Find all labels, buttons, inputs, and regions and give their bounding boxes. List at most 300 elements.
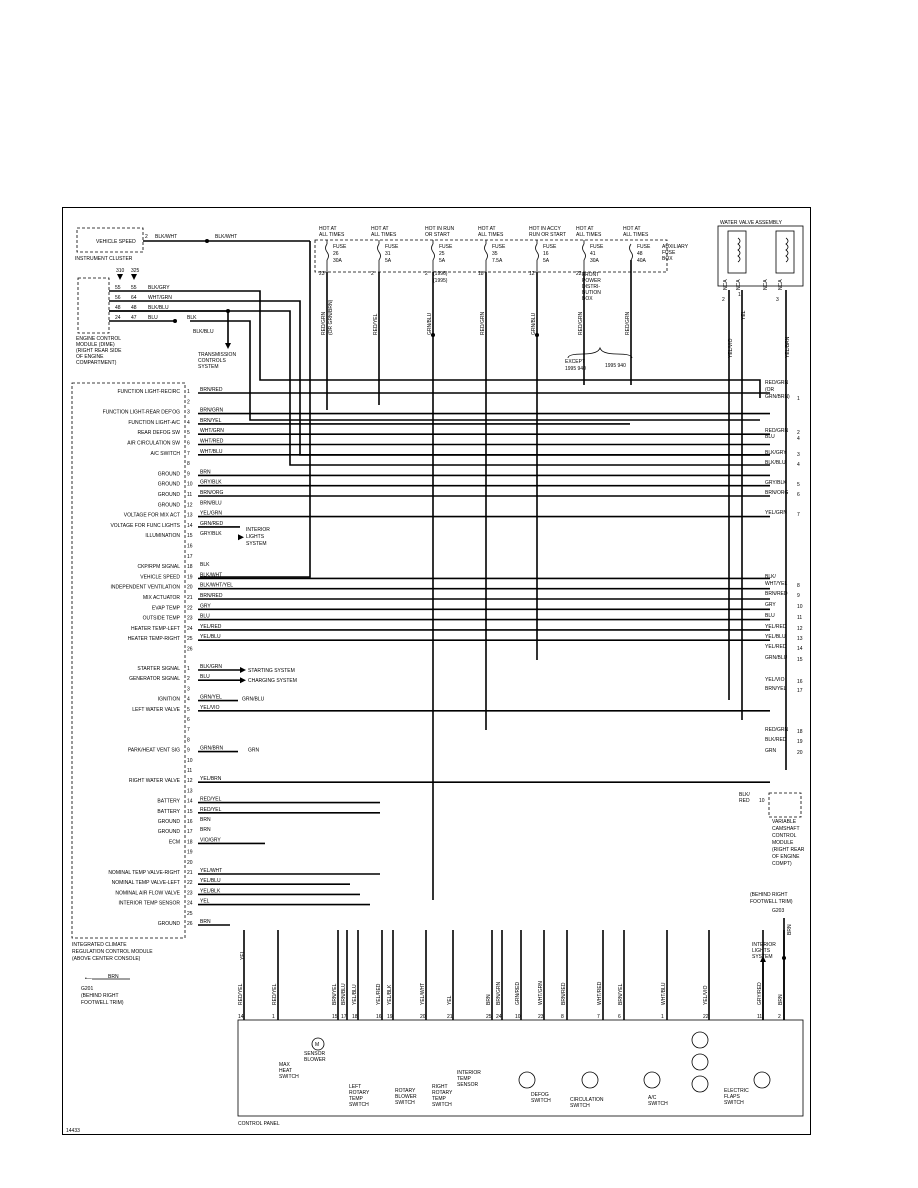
right-wire-color: BRN/RED (765, 591, 788, 597)
trans-label: TRANSMISSION (198, 352, 237, 358)
fuse-wire-color: RED/GRN (321, 311, 327, 335)
panel-wire-color: BRN/RED (561, 982, 567, 1005)
right-rotary-temp: RIGHT (432, 1084, 448, 1090)
label: BLK/BLU (193, 329, 214, 335)
wire-color: BLK/WHT (200, 572, 223, 579)
panel-pin: 22 (703, 1014, 709, 1020)
panel-pin: 7 (597, 1014, 600, 1020)
wire (109, 291, 760, 398)
wire-color: YEL/BLU (200, 878, 221, 885)
g203-location: (BEHIND RIGHT (750, 892, 788, 898)
pin-function: ILLUMINATION (145, 533, 180, 540)
right-wire-color: BLU (765, 613, 775, 619)
fuse-amperage: 7.5A (492, 258, 503, 264)
right-wire-color: GRN/BRN) (765, 394, 790, 400)
fuse-pin: 23 (319, 271, 325, 277)
label: 55 (115, 285, 121, 291)
label: BRN (787, 924, 793, 935)
except-note: 1995 940 (565, 366, 586, 372)
fuse-label: FUSE (333, 244, 347, 250)
label: BLK/ (739, 792, 750, 798)
right-pin: 10 (797, 604, 803, 610)
electric-flaps-switch: ELECTRIC (724, 1088, 749, 1094)
pin-number: 17 (187, 553, 193, 560)
climate-module-label: REGULATION CONTROL MODULE (72, 949, 153, 955)
fuse-label: FUSE (590, 244, 604, 250)
pin-function: CKP/RPM SIGNAL (137, 564, 180, 571)
instrument-cluster-label: INSTRUMENT CLUSTER (75, 256, 133, 262)
pin-number: 22 (187, 880, 193, 887)
aux-header: HOT AT (623, 226, 641, 232)
wire-color: RED/YEL (200, 806, 222, 813)
pin-number: 2 (187, 676, 190, 683)
pin-function: VEHICLE SPEED (140, 574, 180, 581)
trans-label: CONTROLS (198, 358, 226, 364)
panel-pin: 6 (618, 1014, 621, 1020)
right-pin: 11 (797, 615, 803, 621)
g203-label: G203 (772, 908, 785, 914)
right-rotary-temp: SWITCH (432, 1102, 452, 1108)
fuse-symbol (583, 244, 586, 260)
pin-function: FUNCTION LIGHT-REAR DEF'OG (102, 409, 180, 416)
pin-number: 2 (187, 399, 190, 406)
fuse-header: ALL TIMES (576, 232, 602, 238)
charging-system: CHARGING SYSTEM (248, 678, 297, 685)
vcc-module-label: OF ENGINE (772, 854, 800, 860)
indicator-lamp (582, 1072, 598, 1088)
rotary-blower-switch: ROTARY (395, 1088, 416, 1094)
pin-number: 18 (187, 564, 193, 571)
pin-number: 16 (187, 819, 193, 825)
nca: NCA (736, 279, 742, 290)
fuse-pin: 2 (371, 271, 374, 277)
pin-number: 1 (187, 389, 190, 395)
aux-box-label: BOX (662, 256, 673, 262)
fuse-amperage: 30A (590, 258, 599, 264)
pin-function: GROUND (157, 829, 180, 836)
max-heat-switch: HEAT (279, 1068, 292, 1074)
fuse-label: FUSE (492, 244, 506, 250)
pin-function: HEATER TEMP-RIGHT (127, 636, 180, 643)
right-pin: 15 (797, 657, 803, 663)
label: •— (85, 976, 92, 982)
control-panel-box (238, 1020, 803, 1116)
ac-switch: SWITCH (648, 1101, 668, 1107)
int-lights-label: LIGHTS (752, 948, 771, 954)
fuse-symbol (630, 244, 633, 260)
nca: NCA (723, 279, 729, 290)
ecm-label: OF ENGINE (76, 354, 104, 360)
right-pin: 17 (797, 688, 803, 694)
fuse-header: ALL TIMES (478, 232, 504, 238)
label: FUSE (637, 244, 651, 250)
wire-color: RED/YEL (200, 796, 222, 803)
arrow-down (131, 274, 137, 280)
ecm-box (78, 278, 109, 333)
label: GRN/BLU (242, 696, 265, 703)
pin-number: 5 (187, 430, 190, 437)
indicator-lamp (754, 1072, 770, 1088)
pin-number: 10 (187, 481, 193, 488)
max-heat-switch: MAX (279, 1062, 290, 1068)
panel-pin: 19 (387, 1014, 393, 1020)
interior-lights-label: LIGHTS (246, 534, 265, 541)
right-pin: 5 (797, 482, 800, 488)
rotary-blower-switch: SWITCH (395, 1100, 415, 1106)
label: 10 (759, 798, 765, 804)
panel-pin: 11 (757, 1014, 763, 1020)
pin-function: OUTSIDE TEMP (142, 615, 180, 622)
right-pin: 3 (797, 452, 800, 458)
pin-function: VOLTAGE FOR FUNC LIGHTS (110, 522, 180, 529)
fuse-number: 41 (590, 251, 596, 257)
electric-flaps-switch: FLAPS (724, 1094, 740, 1100)
climate-module-box (72, 383, 185, 938)
left-rotary-temp: LEFT (349, 1084, 362, 1090)
diagram-labels (66, 220, 805, 1134)
wire-color: BRN/RED (200, 387, 223, 393)
right-rotary-temp: ROTARY (432, 1090, 453, 1096)
pin-number: 8 (187, 737, 190, 744)
panel-wire-color: WHT/BLU (661, 982, 667, 1005)
pin-number: 24 (187, 900, 193, 907)
max-heat-switch: SWITCH (279, 1074, 299, 1080)
fuse-label: FUSE (385, 244, 399, 250)
pin-function: LEFT WATER VALVE (132, 706, 180, 713)
wire-color: BLK/WHT (155, 234, 178, 240)
fuse-pin: 18 (478, 271, 484, 277)
panel-pin: 2 (778, 1014, 781, 1020)
vcc-module-box (769, 793, 801, 817)
left-rotary-temp: SWITCH (349, 1102, 369, 1108)
fuse-header: HOT AT (576, 226, 594, 232)
pin-number: 7 (187, 727, 190, 734)
label: BRN (108, 974, 119, 980)
right-pin: 12 (797, 626, 803, 632)
fuse-amperage: 5A (543, 258, 550, 264)
label: M (315, 1042, 320, 1048)
fuse-symbol (536, 244, 539, 260)
pin-function: GROUND (157, 481, 180, 488)
arrow-right (240, 667, 246, 673)
right-wire-color: WHT/YEL (765, 581, 788, 587)
pin-number: 3 (187, 686, 190, 693)
pin-number: 11 (187, 768, 193, 774)
electric-flaps-switch: SWITCH (724, 1100, 744, 1106)
vehicle-speed-label: VEHICLE SPEED (96, 239, 136, 245)
front-box-label: BUTION (582, 290, 601, 296)
wire-color: BLK/BLU (148, 305, 169, 311)
box (776, 231, 794, 273)
fuse-header: HOT AT (319, 226, 337, 232)
wire-color: VIO/GRY (200, 837, 221, 844)
circulation-switch: SWITCH (570, 1103, 590, 1109)
pin-function: MIX ACTUATOR (142, 595, 180, 601)
wire-color: BRN (200, 469, 211, 476)
interior-temp-sensor: SENSOR (457, 1082, 479, 1088)
pin-number: 23 (187, 615, 193, 622)
pin-number: 9 (187, 747, 190, 754)
pin-function: ECM (168, 839, 180, 846)
pin-number: 1 (187, 666, 190, 672)
wire-color: WHT/GRN (200, 428, 224, 435)
pin-number: 20 (187, 584, 193, 591)
pin-function: EVAP TEMP (151, 605, 180, 612)
indicator-lamp (692, 1076, 708, 1092)
label: 47 (131, 315, 137, 321)
vcc-module-label: (RIGHT REAR (772, 847, 805, 853)
right-wire-color: YEL/VIO (765, 677, 785, 683)
rotary-blower-switch: BLOWER (395, 1094, 417, 1100)
panel-wire-color: GRY/RED (757, 982, 763, 1005)
panel-pin: 1 (272, 1014, 275, 1020)
diagram-id: 14433 (66, 1128, 80, 1134)
vcc-module-label: CONTROL (772, 833, 797, 839)
pin-function: PARK/HEAT VENT SIG (127, 747, 180, 754)
ecm-label: COMPARTMENT) (76, 360, 117, 366)
solenoid-coil (738, 238, 740, 262)
control-panel-label: CONTROL PANEL (238, 1121, 280, 1127)
panel-wire-color: YEL/RED (376, 983, 382, 1005)
sensor-blower: SENSOR (304, 1051, 326, 1057)
pin-function: GROUND (157, 921, 180, 927)
vcc-module-label: VARIABLE (772, 819, 797, 825)
fuse-wire-color: GRN/BLU (427, 312, 433, 335)
label: 325 (131, 268, 140, 274)
pin-number: 21 (187, 595, 193, 601)
right-wire-color: GRY (765, 602, 776, 608)
pin-function: GROUND (157, 502, 180, 509)
wire-color: BLK/WHT (215, 234, 238, 240)
pin-function: GROUND (157, 819, 180, 825)
right-pin: 4 (797, 436, 800, 442)
wire-color: GRY/BLK (200, 531, 222, 538)
right-pin: 4 (797, 462, 800, 468)
label: 48 (637, 251, 643, 257)
label: 55 (131, 285, 137, 291)
wire-color: BLU (200, 674, 210, 681)
right-pin: 13 (797, 636, 803, 642)
interior-lights-label: INTERIOR (246, 527, 270, 534)
panel-wire-color: BRN/BLU (341, 983, 347, 1005)
panel-wire-color: WHT/GRN (538, 981, 544, 1005)
pin-function: NOMINAL TEMP VALVE-LEFT (111, 880, 180, 887)
trans-label: SYSTEM (198, 364, 219, 370)
pin-number: 20 (187, 859, 193, 866)
panel-pin: 25 (486, 1014, 492, 1020)
wire-color: BRN (200, 919, 211, 925)
wire-color: WHT/BLU (200, 448, 223, 455)
label: 48 (115, 305, 121, 311)
indicator-lamp (519, 1072, 535, 1088)
fuse-symbol (432, 244, 435, 260)
wire-color: BRN/YEL (200, 417, 222, 424)
pin-number: 21 (187, 870, 193, 876)
label: 1 (738, 292, 741, 298)
interior-temp-sensor: TEMP (457, 1076, 471, 1082)
panel-pin: 18 (352, 1014, 358, 1020)
pin-number: 4 (187, 419, 190, 426)
label: 56 (115, 295, 121, 301)
right-pin: 2 (797, 430, 800, 436)
pin-number: 12 (187, 502, 193, 509)
fuse-header: HOT AT (478, 226, 496, 232)
pin-function: STARTER SIGNAL (137, 666, 180, 672)
wire-color: YEL/GRN (200, 510, 222, 517)
right-pin: 1 (797, 396, 800, 402)
pin-number: 6 (187, 717, 190, 723)
pin-number: 13 (187, 512, 193, 519)
pin-number: 8 (187, 461, 190, 468)
wire-color: BRN/RED (200, 593, 223, 599)
pin-number: 15 (187, 533, 193, 540)
fuse-wire-color: GRN/BLU (531, 312, 537, 335)
wire-color: YEL/BRN (200, 776, 222, 783)
right-wire-color: BLK/GRY (765, 450, 787, 456)
water-valve-box (718, 226, 803, 286)
right-wire-color: BLK/RED (765, 737, 787, 743)
label: BLK (187, 315, 197, 321)
fuse-wire-color: RED/GRN (578, 311, 584, 335)
pin-function: HEATER TEMP-LEFT (131, 625, 180, 632)
water-valve-title: WATER VALVE ASSEMBLY (720, 220, 782, 226)
label: RED (739, 798, 750, 804)
front-box-label: DISTRI- (582, 284, 601, 290)
fuse-header: OR START (425, 232, 450, 238)
pin-function: NOMINAL AIR FLOW VALVE (115, 890, 180, 897)
fuse-symbol (485, 244, 488, 260)
climate-module-label: INTEGRATED CLIMATE (72, 942, 127, 948)
wire-color: BLK/GRY (148, 285, 170, 291)
except-note: EXCEPT (565, 359, 586, 365)
label: GRN (248, 747, 260, 754)
fuse-number: 35 (492, 251, 498, 257)
fuse-header: HOT AT (371, 226, 389, 232)
wire-color: GRN/RED (200, 520, 224, 527)
pin-function: A/C SWITCH (150, 450, 180, 457)
label: 310 (116, 268, 125, 274)
wire-color: WHT/RED (200, 438, 224, 445)
pin-number: 3 (187, 409, 190, 416)
wire-color: YEL/VIO (200, 704, 220, 711)
pin-number: 5 (187, 706, 190, 713)
ecm-label: ENGINE CONTROL (76, 336, 122, 342)
right-wire-color: BRN/YEL (765, 686, 787, 692)
label: 40A (637, 258, 646, 264)
panel-wire-color: BRN/YEL (332, 983, 338, 1005)
panel-wire-color: YEL/WHT (420, 982, 426, 1005)
aux-wire-color: RED/GRN (625, 311, 631, 335)
ecm-label: MODULE (DIME) (76, 342, 115, 348)
label: YEL (240, 950, 246, 960)
right-wire-color: RED/GRN (765, 428, 789, 434)
pin-number: 13 (187, 788, 193, 795)
label: 2 (145, 234, 148, 240)
pin-number: 19 (187, 849, 193, 856)
pin-number: 25 (187, 636, 193, 643)
right-pin: 16 (797, 679, 803, 685)
wire-color: BRN (200, 827, 211, 834)
pin-number: 11 (187, 492, 193, 498)
wire-color: BRN/GRN (200, 407, 224, 414)
fuse-number: 31 (385, 251, 391, 257)
pin-function: GENERATOR SIGNAL (129, 676, 180, 683)
int-lights-label: SYSTEM (752, 954, 773, 960)
pin-function: GROUND (157, 471, 180, 478)
wire (190, 321, 760, 420)
panel-wire-color: YEL (447, 995, 453, 1005)
wire-color: BLK/GRN (200, 664, 222, 670)
pin-function: FUNCTION LIGHT-RECIRC (117, 389, 180, 395)
front-box-label: POWER (582, 278, 601, 284)
pin-number: 26 (187, 921, 193, 927)
solenoid-coil (786, 238, 788, 262)
panel-pin: 1 (661, 1014, 664, 1020)
aux-box-label: FUSE (662, 250, 676, 256)
right-pin: 9 (797, 593, 800, 599)
pin-number: 24 (187, 625, 193, 632)
right-pin: 19 (797, 739, 803, 745)
right-wire-color: YEL/RED (765, 644, 787, 650)
fuse-number: 16 (543, 251, 549, 257)
interior-temp-sensor: INTERIOR (457, 1070, 481, 1076)
fuse-amperage: 30A (333, 258, 342, 264)
vcc-module-label: MODULE (772, 840, 794, 846)
pin-function: FUNCTION LIGHT-A/C (128, 419, 180, 426)
panel-pin: 20 (420, 1014, 426, 1020)
pin-number: 18 (187, 839, 193, 846)
wire-color: YEL/BLU (200, 634, 221, 641)
pin-number: 15 (187, 808, 193, 815)
panel-wire-color: YEL/BLK (387, 984, 393, 1005)
pin-number: 6 (187, 440, 190, 447)
fuse-pin: 12 (529, 271, 535, 277)
arrow-down (117, 274, 123, 280)
pin-number: 17 (187, 829, 193, 836)
right-wire-color: GRN/BLU (765, 655, 788, 661)
fuse-header: RUN OR START (529, 232, 567, 238)
ac-switch: A/C (648, 1095, 657, 1101)
pin-number: 9 (187, 471, 190, 478)
panel-wire-color: BRN (486, 994, 492, 1005)
fuse-amperage: 5A (439, 258, 446, 264)
fuse-header: HOT IN RUN (425, 226, 455, 232)
panel-wire-color: BRN (778, 994, 784, 1005)
label: 2 (722, 297, 725, 303)
pin-number: 16 (187, 543, 193, 550)
pin-function: NOMINAL TEMP VALVE-RIGHT (108, 870, 180, 876)
fuse-symbol (326, 244, 329, 260)
wire-color: BLU (200, 613, 210, 620)
right-wire-color: YEL/GRN (765, 510, 787, 516)
pin-number: 26 (187, 646, 193, 653)
right-wire-color: BRN/ORG (765, 490, 789, 496)
pin-function: AIR CIRCULATION SW (127, 440, 180, 447)
pin-number: 7 (187, 450, 190, 457)
front-box-label: BOX (582, 296, 593, 302)
right-wire-color: GRY/BLK (765, 480, 787, 486)
right-wire-color: YEL/BLU (765, 634, 786, 640)
wire-color: YEL (200, 898, 210, 905)
wire-color: GRN/BRN (200, 745, 224, 752)
panel-wire-color: WHT/RED (597, 981, 603, 1005)
wire-color: WHT/GRN (148, 295, 172, 301)
wire-color: BLK (200, 562, 210, 569)
sensor-blower: BLOWER (304, 1057, 326, 1063)
right-wire-color: BLK/ (765, 574, 776, 580)
fuse-pin: 2 (425, 271, 428, 277)
fuse-header: HOT IN ACCY (529, 226, 561, 232)
